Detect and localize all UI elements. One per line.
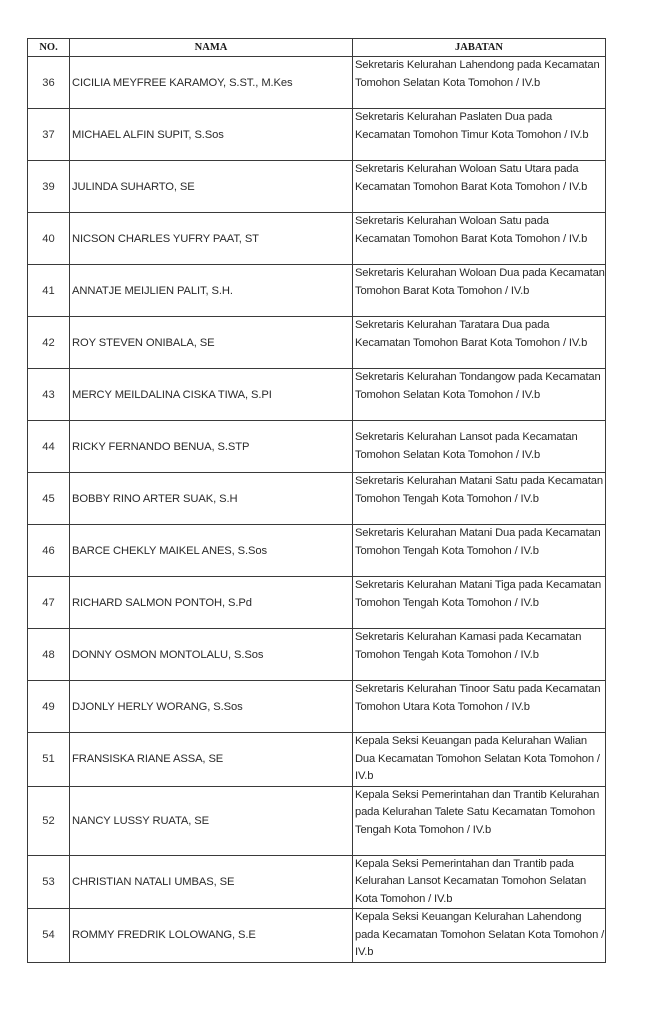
cell-no: 46: [28, 525, 70, 577]
officials-table: [27, 38, 606, 963]
cell-nama: CICILIA MEYFREE KARAMOY, S.ST., M.Kes: [70, 57, 353, 109]
cell-nama: ROY STEVEN ONIBALA, SE: [70, 317, 353, 369]
table-row: [28, 733, 606, 787]
table-row: [28, 786, 606, 855]
cell-nama: ROMMY FREDRIK LOLOWANG, S.E: [70, 909, 353, 963]
header-no: NO.: [28, 39, 70, 57]
table-row: [28, 109, 606, 161]
table-row: [28, 57, 606, 109]
cell-jabatan: Sekretaris Kelurahan Kamasi pada Kecamatan Tomohon Tengah Kota Tomohon / IV.b: [353, 629, 606, 681]
cell-no: 37: [28, 109, 70, 161]
cell-nama: BARCE CHEKLY MAIKEL ANES, S.Sos: [70, 525, 353, 577]
cell-jabatan: Sekretaris Kelurahan Matani Satu pada Kecamatan Tomohon Tengah Kota Tomohon / IV.b: [353, 473, 606, 525]
cell-nama: ANNATJE MEIJLIEN PALIT, S.H.: [70, 265, 353, 317]
cell-no: 51: [28, 733, 70, 787]
document-page: [27, 38, 605, 963]
table-body: [28, 57, 606, 963]
cell-no: 43: [28, 369, 70, 421]
cell-nama: MICHAEL ALFIN SUPIT, S.Sos: [70, 109, 353, 161]
cell-jabatan: Sekretaris Kelurahan Paslaten Dua pada Kecamatan Tomohon Timur Kota Tomohon / IV.b: [353, 109, 606, 161]
table-row: [28, 473, 606, 525]
cell-no: 39: [28, 161, 70, 213]
cell-no: 36: [28, 57, 70, 109]
table-row: [28, 525, 606, 577]
header-jabatan: JABATAN: [353, 39, 606, 57]
table-row: [28, 421, 606, 473]
table-row: [28, 265, 606, 317]
cell-jabatan: Kepala Seksi Keuangan pada Kelurahan Walian Dua Kecamatan Tomohon Selatan Kota Tomohon / IV.b: [353, 733, 606, 787]
cell-jabatan: Sekretaris Kelurahan Lansot pada Kecamatan Tomohon Selatan Kota Tomohon / IV.b: [353, 421, 606, 473]
cell-no: 47: [28, 577, 70, 629]
cell-no: 42: [28, 317, 70, 369]
cell-jabatan: Kepala Seksi Pemerintahan dan Trantib Kelurahan pada Kelurahan Talete Satu Kecamatan Tomohon Tengah Kota Tomohon / IV.b: [353, 786, 606, 855]
cell-no: 45: [28, 473, 70, 525]
cell-nama: RICKY FERNANDO BENUA, S.STP: [70, 421, 353, 473]
cell-nama: DONNY OSMON MONTOLALU, S.Sos: [70, 629, 353, 681]
table-header-row: [28, 39, 606, 57]
cell-jabatan: Sekretaris Kelurahan Woloan Dua pada Kecamatan Tomohon Barat Kota Tomohon / IV.b: [353, 265, 606, 317]
cell-no: 48: [28, 629, 70, 681]
cell-jabatan: Sekretaris Kelurahan Lahendong pada Kecamatan Tomohon Selatan Kota Tomohon / IV.b: [353, 57, 606, 109]
table-row: [28, 909, 606, 963]
table-row: [28, 213, 606, 265]
table-row: [28, 577, 606, 629]
table-row: [28, 855, 606, 909]
cell-jabatan: Sekretaris Kelurahan Tinoor Satu pada Kecamatan Tomohon Utara Kota Tomohon / IV.b: [353, 681, 606, 733]
cell-jabatan: Kepala Seksi Keuangan Kelurahan Lahendong pada Kecamatan Tomohon Selatan Kota Tomohon / IV.b: [353, 909, 606, 963]
cell-jabatan: Kepala Seksi Pemerintahan dan Trantib pada Kelurahan Lansot Kecamatan Tomohon Selatan Kota Tomohon / IV.b: [353, 855, 606, 909]
cell-jabatan: Sekretaris Kelurahan Tondangow pada Kecamatan Tomohon Selatan Kota Tomohon / IV.b: [353, 369, 606, 421]
cell-no: 40: [28, 213, 70, 265]
cell-jabatan: Sekretaris Kelurahan Woloan Satu pada Kecamatan Tomohon Barat Kota Tomohon / IV.b: [353, 213, 606, 265]
table-row: [28, 317, 606, 369]
cell-jabatan: Sekretaris Kelurahan Taratara Dua pada Kecamatan Tomohon Barat Kota Tomohon / IV.b: [353, 317, 606, 369]
cell-nama: BOBBY RINO ARTER SUAK, S.H: [70, 473, 353, 525]
cell-jabatan: Sekretaris Kelurahan Matani Tiga pada Kecamatan Tomohon Tengah Kota Tomohon / IV.b: [353, 577, 606, 629]
cell-no: 53: [28, 855, 70, 909]
table-row: [28, 681, 606, 733]
cell-nama: RICHARD SALMON PONTOH, S.Pd: [70, 577, 353, 629]
cell-no: 52: [28, 786, 70, 855]
cell-nama: JULINDA SUHARTO, SE: [70, 161, 353, 213]
cell-nama: MERCY MEILDALINA CISKA TIWA, S.PI: [70, 369, 353, 421]
header-nama: NAMA: [70, 39, 353, 57]
cell-no: 44: [28, 421, 70, 473]
cell-nama: NANCY LUSSY RUATA, SE: [70, 786, 353, 855]
cell-no: 41: [28, 265, 70, 317]
cell-nama: CHRISTIAN NATALI UMBAS, SE: [70, 855, 353, 909]
cell-jabatan: Sekretaris Kelurahan Matani Dua pada Kecamatan Tomohon Tengah Kota Tomohon / IV.b: [353, 525, 606, 577]
table-row: [28, 629, 606, 681]
table-row: [28, 369, 606, 421]
table-row: [28, 161, 606, 213]
cell-jabatan: Sekretaris Kelurahan Woloan Satu Utara pada Kecamatan Tomohon Barat Kota Tomohon / IV.b: [353, 161, 606, 213]
cell-nama: FRANSISKA RIANE ASSA, SE: [70, 733, 353, 787]
cell-no: 49: [28, 681, 70, 733]
cell-no: 54: [28, 909, 70, 963]
cell-nama: NICSON CHARLES YUFRY PAAT, ST: [70, 213, 353, 265]
cell-nama: DJONLY HERLY WORANG, S.Sos: [70, 681, 353, 733]
